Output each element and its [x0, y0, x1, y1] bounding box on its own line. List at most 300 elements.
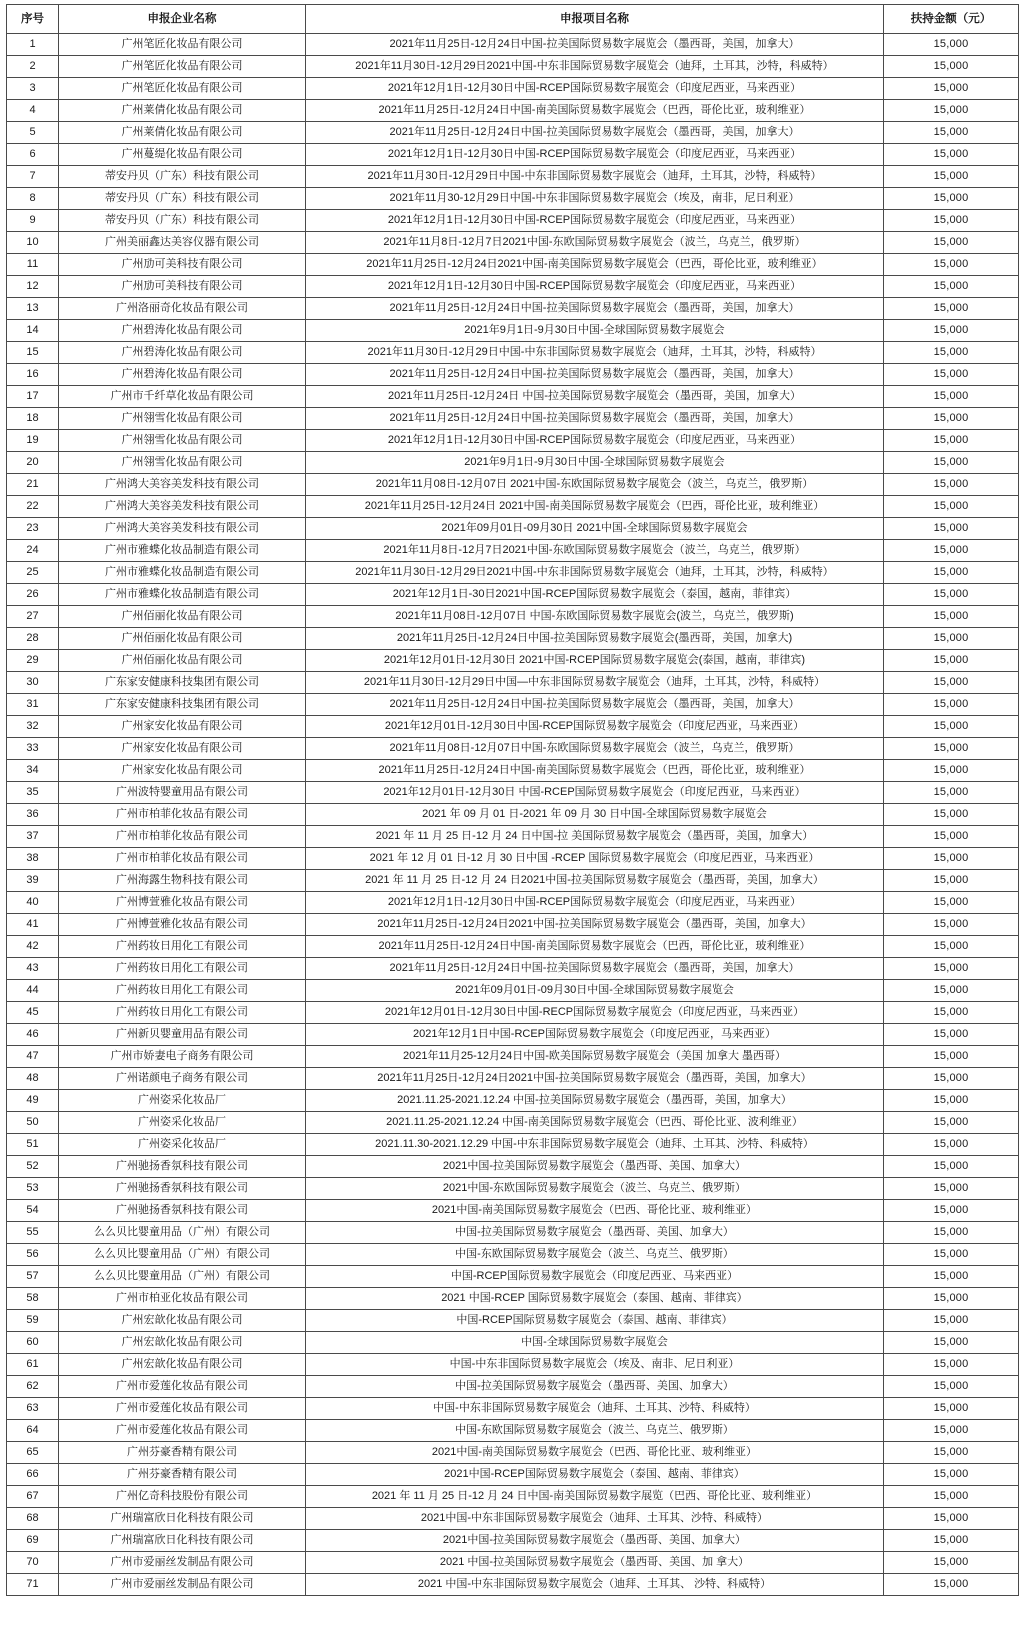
cell-company-name: 么么贝比婴童用品（广州）有限公司 — [59, 1244, 306, 1266]
table-row — [7, 1332, 1019, 1354]
cell-grant-amount: 15,000 — [884, 1090, 1019, 1112]
cell-company-name: 广州波特婴童用品有限公司 — [59, 782, 306, 804]
cell-project-name: 2021年11月25日-12月24日中国-拉美国际贸易数字展览会（墨西哥，美国，加拿大） — [306, 34, 884, 56]
cell-grant-amount: 15,000 — [884, 56, 1019, 78]
cell-grant-amount: 15,000 — [884, 386, 1019, 408]
cell-grant-amount: 15,000 — [884, 1574, 1019, 1596]
cell-index: 8 — [7, 188, 59, 210]
cell-index: 23 — [7, 518, 59, 540]
cell-project-name: 2021 年 11 月 25 日-12 月 24 日2021中国-拉美国际贸易数字展览会（墨西哥，美国，加拿大） — [306, 870, 884, 892]
cell-grant-amount: 15,000 — [884, 1134, 1019, 1156]
cell-project-name: 2021年11月25日-12月24日2021中国-拉美国际贸易数字展览会（墨西哥，美国，加拿大） — [306, 1068, 884, 1090]
cell-grant-amount: 15,000 — [884, 760, 1019, 782]
cell-company-name: 广州姿采化妆品厂 — [59, 1134, 306, 1156]
cell-project-name: 2021年11月25日-12月24日 2021中国-南美国际贸易数字展览会（巴西，哥伦比亚，玻利维亚） — [306, 496, 884, 518]
cell-grant-amount: 15,000 — [884, 518, 1019, 540]
cell-grant-amount: 15,000 — [884, 606, 1019, 628]
cell-index: 20 — [7, 452, 59, 474]
cell-company-name: 广州亿奇科技股份有限公司 — [59, 1486, 306, 1508]
cell-grant-amount: 15,000 — [884, 848, 1019, 870]
cell-grant-amount: 15,000 — [884, 1398, 1019, 1420]
table-row — [7, 1068, 1019, 1090]
cell-company-name: 广州市柏亚化妆品有限公司 — [59, 1288, 306, 1310]
cell-index: 63 — [7, 1398, 59, 1420]
cell-grant-amount: 15,000 — [884, 408, 1019, 430]
cell-grant-amount: 15,000 — [884, 210, 1019, 232]
cell-grant-amount: 15,000 — [884, 1156, 1019, 1178]
cell-company-name: 广州驰扬香氛科技有限公司 — [59, 1178, 306, 1200]
table-row — [7, 1222, 1019, 1244]
cell-project-name: 2021年09月01日-09月30日 2021中国-全球国际贸易数字展览会 — [306, 518, 884, 540]
cell-index: 7 — [7, 166, 59, 188]
table-row — [7, 232, 1019, 254]
cell-company-name: 广州鸿大美容美发科技有限公司 — [59, 496, 306, 518]
cell-company-name: 广州博萱雅化妆品有限公司 — [59, 892, 306, 914]
table-row — [7, 518, 1019, 540]
cell-company-name: 广州驰扬香氛科技有限公司 — [59, 1156, 306, 1178]
table-row — [7, 672, 1019, 694]
cell-project-name: 2021年11月25日-12月24日中国-拉美国际贸易数字展览会（墨西哥，美国，加拿大） — [306, 298, 884, 320]
cell-grant-amount: 15,000 — [884, 144, 1019, 166]
cell-grant-amount: 15,000 — [884, 496, 1019, 518]
table-row — [7, 826, 1019, 848]
table-row — [7, 1178, 1019, 1200]
table-row — [7, 210, 1019, 232]
cell-company-name: 广州笔匠化妆品有限公司 — [59, 34, 306, 56]
table-row — [7, 408, 1019, 430]
cell-index: 19 — [7, 430, 59, 452]
cell-index: 2 — [7, 56, 59, 78]
cell-project-name: 2021 中国-拉美国际贸易数字展览会（墨西哥、美国、加 拿大） — [306, 1552, 884, 1574]
table-row — [7, 848, 1019, 870]
cell-index: 5 — [7, 122, 59, 144]
cell-project-name: 2021年09月01日-09月30日中国-全球国际贸易数字展览会 — [306, 980, 884, 1002]
cell-company-name: 广州笔匠化妆品有限公司 — [59, 78, 306, 100]
cell-company-name: 广州新贝婴童用品有限公司 — [59, 1024, 306, 1046]
cell-company-name: 广州市爱莲化妆品有限公司 — [59, 1420, 306, 1442]
cell-project-name: 2021年11月25-12月24日中国-欧美国际贸易数字展览会（美国 加拿大 墨西哥） — [306, 1046, 884, 1068]
cell-project-name: 2021年11月30日-12月29日中国—中东非国际贸易数字展览会（迪拜，土耳其，沙特，科威特） — [306, 672, 884, 694]
table-row — [7, 562, 1019, 584]
cell-company-name: 广州美丽鑫达美容仪器有限公司 — [59, 232, 306, 254]
cell-index: 57 — [7, 1266, 59, 1288]
cell-project-name: 2021年11月08日-12月07日中国-东欧国际贸易数字展览会（波兰，乌克兰，俄罗斯） — [306, 738, 884, 760]
cell-index: 31 — [7, 694, 59, 716]
cell-index: 61 — [7, 1354, 59, 1376]
cell-company-name: 广州碧涛化妆品有限公司 — [59, 342, 306, 364]
cell-project-name: 中国-RCEP国际贸易数字展览会（印度尼西亚、马来西亚） — [306, 1266, 884, 1288]
cell-index: 21 — [7, 474, 59, 496]
cell-project-name: 2021年11月25日-12月24日中国-拉美国际贸易数字展览会(墨西哥，美国，加拿大) — [306, 628, 884, 650]
cell-project-name: 2021.11.25-2021.12.24 中国-南美国际贸易数字展览会（巴西、哥伦比亚、波利维亚） — [306, 1112, 884, 1134]
cell-project-name: 2021年11月25日-12月24日中国-南美国际贸易数字展览会（巴西，哥伦比亚，玻利维亚） — [306, 100, 884, 122]
table-header — [7, 5, 1019, 34]
cell-company-name: 么么贝比婴童用品（广州）有限公司 — [59, 1222, 306, 1244]
cell-project-name: 2021年11月25日-12月24日中国-南美国际贸易数字展览会（巴西，哥伦比亚，玻利维亚） — [306, 936, 884, 958]
cell-index: 65 — [7, 1442, 59, 1464]
cell-company-name: 广州驰扬香氛科技有限公司 — [59, 1200, 306, 1222]
cell-project-name: 中国-拉美国际贸易数字展览会（墨西哥、美国、加拿大） — [306, 1376, 884, 1398]
cell-grant-amount: 15,000 — [884, 100, 1019, 122]
table-row — [7, 1464, 1019, 1486]
cell-project-name: 2021年11月8日-12月7日2021中国-东欧国际贸易数字展览会（波兰，乌克兰，俄罗斯） — [306, 232, 884, 254]
cell-company-name: 么么贝比婴童用品（广州）有限公司 — [59, 1266, 306, 1288]
cell-index: 24 — [7, 540, 59, 562]
table-row — [7, 716, 1019, 738]
cell-company-name: 广州瑞富欣日化科技有限公司 — [59, 1508, 306, 1530]
cell-index: 46 — [7, 1024, 59, 1046]
table-row — [7, 1354, 1019, 1376]
cell-company-name: 蒂安丹贝（广东）科技有限公司 — [59, 210, 306, 232]
cell-index: 4 — [7, 100, 59, 122]
cell-company-name: 广州洛丽奇化妆品有限公司 — [59, 298, 306, 320]
cell-index: 49 — [7, 1090, 59, 1112]
table-row — [7, 1024, 1019, 1046]
cell-grant-amount: 15,000 — [884, 34, 1019, 56]
cell-project-name: 2021年12月01日-12月30日 2021中国-RCEP国际贸易数字展览会(泰国，越南，菲律宾) — [306, 650, 884, 672]
cell-company-name: 广州博萱雅化妆品有限公司 — [59, 914, 306, 936]
cell-project-name: 2021年11月25日-12月24日中国-拉美国际贸易数字展览会（墨西哥，美国，加拿大） — [306, 408, 884, 430]
cell-company-name: 广州瑞富欣日化科技有限公司 — [59, 1530, 306, 1552]
cell-company-name: 广州市爱莲化妆品有限公司 — [59, 1376, 306, 1398]
cell-company-name: 广州市雅蝶化妆品制造有限公司 — [59, 562, 306, 584]
cell-grant-amount: 15,000 — [884, 562, 1019, 584]
cell-grant-amount: 15,000 — [884, 78, 1019, 100]
cell-grant-amount: 15,000 — [884, 474, 1019, 496]
table-row — [7, 1002, 1019, 1024]
cell-index: 44 — [7, 980, 59, 1002]
cell-grant-amount: 15,000 — [884, 1112, 1019, 1134]
cell-project-name: 2021年11月30日-12月29日2021中国-中东非国际贸易数字展览会（迪拜，土耳其，沙特，科威特） — [306, 562, 884, 584]
table-row — [7, 34, 1019, 56]
cell-company-name: 广东家安健康科技集团有限公司 — [59, 694, 306, 716]
table-row — [7, 1266, 1019, 1288]
cell-project-name: 2021年11月30日-12月29日中国-中东非国际贸易数字展览会（迪拜，土耳其，沙特，科威特） — [306, 342, 884, 364]
cell-project-name: 2021中国-南美国际贸易数字展览会（巴西、哥伦比亚、玻利维亚） — [306, 1200, 884, 1222]
cell-index: 68 — [7, 1508, 59, 1530]
cell-project-name: 2021 年 11 月 25 日-12 月 24 日中国-拉 美国际贸易数字展览会（墨西哥，美国，加拿大） — [306, 826, 884, 848]
cell-index: 14 — [7, 320, 59, 342]
table-body — [7, 34, 1019, 1596]
cell-grant-amount: 15,000 — [884, 298, 1019, 320]
cell-index: 28 — [7, 628, 59, 650]
cell-project-name: 2021年9月1日-9月30日中国-全球国际贸易数字展览会 — [306, 320, 884, 342]
cell-index: 27 — [7, 606, 59, 628]
cell-grant-amount: 15,000 — [884, 364, 1019, 386]
cell-company-name: 广州莱倩化妆品有限公司 — [59, 100, 306, 122]
cell-project-name: 2021.11.25-2021.12.24 中国-拉美国际贸易数字展览会（墨西哥，美国，加拿大） — [306, 1090, 884, 1112]
cell-project-name: 2021年12月1日-12月30日中国-RCEP国际贸易数字展览会（印度尼西亚，马来西亚） — [306, 78, 884, 100]
table-row — [7, 1244, 1019, 1266]
cell-project-name: 2021年12月1日-30日2021中国-RCEP国际贸易数字展览会（泰国，越南，菲律宾） — [306, 584, 884, 606]
cell-grant-amount: 15,000 — [884, 1178, 1019, 1200]
cell-project-name: 2021年11月08日-12月07日 中国-东欧国际贸易数字展览会(波兰，乌克兰，俄罗斯) — [306, 606, 884, 628]
cell-grant-amount: 15,000 — [884, 1530, 1019, 1552]
cell-company-name: 广州劢可美科技有限公司 — [59, 276, 306, 298]
cell-company-name: 广州芬豪香精有限公司 — [59, 1464, 306, 1486]
cell-grant-amount: 15,000 — [884, 738, 1019, 760]
table-row — [7, 188, 1019, 210]
cell-grant-amount: 15,000 — [884, 716, 1019, 738]
cell-index: 1 — [7, 34, 59, 56]
cell-grant-amount: 15,000 — [884, 1332, 1019, 1354]
cell-index: 58 — [7, 1288, 59, 1310]
table-row — [7, 1420, 1019, 1442]
cell-index: 22 — [7, 496, 59, 518]
cell-grant-amount: 15,000 — [884, 342, 1019, 364]
cell-project-name: 2021中国-拉美国际贸易数字展览会（墨西哥、美国、加拿大） — [306, 1156, 884, 1178]
cell-project-name: 2021年11月25日-12月24日中国-拉美国际贸易数字展览会（墨西哥，美国，加拿大） — [306, 122, 884, 144]
cell-company-name: 广州药妆日用化工有限公司 — [59, 980, 306, 1002]
table-row — [7, 320, 1019, 342]
table-row — [7, 496, 1019, 518]
cell-grant-amount: 15,000 — [884, 980, 1019, 1002]
cell-project-name: 2021年11月30日-12月29日中国-中东非国际贸易数字展览会（迪拜，土耳其，沙特，科威特） — [306, 166, 884, 188]
cell-company-name: 广州翎雪化妆品有限公司 — [59, 408, 306, 430]
table-row — [7, 782, 1019, 804]
table-row — [7, 958, 1019, 980]
cell-index: 11 — [7, 254, 59, 276]
table-row — [7, 1442, 1019, 1464]
cell-project-name: 中国-东欧国际贸易数字展览会（波兰、乌克兰、俄罗斯） — [306, 1420, 884, 1442]
cell-project-name: 2021 年 12 月 01 日-12 月 30 日中国 -RCEP 国际贸易数字展览会（印度尼西亚，马来西亚） — [306, 848, 884, 870]
cell-project-name: 2021年12月1日-12月30日中国-RCEP国际贸易数字展览会（印度尼西亚，马来西亚） — [306, 144, 884, 166]
cell-company-name: 广州宏歆化妆品有限公司 — [59, 1310, 306, 1332]
table-row — [7, 298, 1019, 320]
cell-company-name: 广州市雅蝶化妆品制造有限公司 — [59, 540, 306, 562]
cell-grant-amount: 15,000 — [884, 1420, 1019, 1442]
cell-company-name: 广州佰丽化妆品有限公司 — [59, 606, 306, 628]
cell-index: 6 — [7, 144, 59, 166]
cell-project-name: 2021年11月8日-12月7日2021中国-东欧国际贸易数字展览会（波兰，乌克兰，俄罗斯） — [306, 540, 884, 562]
cell-index: 52 — [7, 1156, 59, 1178]
cell-grant-amount: 15,000 — [884, 188, 1019, 210]
cell-project-name: 中国-RCEP国际贸易数字展览会（泰国、越南、菲律宾） — [306, 1310, 884, 1332]
table-row — [7, 694, 1019, 716]
cell-project-name: 2021 中国-RCEP 国际贸易数字展览会（泰国、越南、菲律宾） — [306, 1288, 884, 1310]
cell-project-name: 中国-中东非国际贸易数字展览会（迪拜、土耳其、沙特、科威特） — [306, 1398, 884, 1420]
cell-index: 45 — [7, 1002, 59, 1024]
cell-company-name: 广州姿采化妆品厂 — [59, 1112, 306, 1134]
cell-index: 54 — [7, 1200, 59, 1222]
cell-grant-amount: 15,000 — [884, 1244, 1019, 1266]
cell-grant-amount: 15,000 — [884, 1024, 1019, 1046]
cell-index: 41 — [7, 914, 59, 936]
cell-company-name: 广州市爱丽丝发制品有限公司 — [59, 1552, 306, 1574]
cell-project-name: 2021年12月1日-12月30日中国-RCEP国际贸易数字展览会（印度尼西亚，马来西亚） — [306, 210, 884, 232]
cell-index: 55 — [7, 1222, 59, 1244]
cell-company-name: 广州诺颜电子商务有限公司 — [59, 1068, 306, 1090]
cell-index: 38 — [7, 848, 59, 870]
cell-project-name: 2021年11月30-12月29日中国-中东非国际贸易数字展览会（埃及，南非，尼日利亚） — [306, 188, 884, 210]
table-row — [7, 760, 1019, 782]
table-row — [7, 364, 1019, 386]
table-row — [7, 914, 1019, 936]
cell-index: 3 — [7, 78, 59, 100]
cell-project-name: 2021 年 11 月 25 日-12 月 24 日中国-南美国际贸易数字展览（巴西、哥伦比亚、玻利维亚） — [306, 1486, 884, 1508]
cell-index: 64 — [7, 1420, 59, 1442]
cell-company-name: 广州莱倩化妆品有限公司 — [59, 122, 306, 144]
table-row — [7, 1530, 1019, 1552]
table-row — [7, 56, 1019, 78]
cell-grant-amount: 15,000 — [884, 804, 1019, 826]
cell-company-name: 广州宏歆化妆品有限公司 — [59, 1332, 306, 1354]
cell-project-name: 2021年11月25日-12月24日中国-南美国际贸易数字展览会（巴西，哥伦比亚，玻利维亚） — [306, 760, 884, 782]
cell-index: 47 — [7, 1046, 59, 1068]
table-row — [7, 892, 1019, 914]
table-row — [7, 144, 1019, 166]
cell-grant-amount: 15,000 — [884, 320, 1019, 342]
table-row — [7, 1090, 1019, 1112]
cell-project-name: 2021年11月25日-12月24日中国-拉美国际贸易数字展览会（墨西哥，美国，加拿大） — [306, 364, 884, 386]
cell-index: 51 — [7, 1134, 59, 1156]
cell-grant-amount: 15,000 — [884, 1354, 1019, 1376]
cell-index: 35 — [7, 782, 59, 804]
cell-index: 12 — [7, 276, 59, 298]
table-row — [7, 100, 1019, 122]
column-header-company: 申报企业名称 — [59, 5, 306, 34]
cell-company-name: 广州药妆日用化工有限公司 — [59, 1002, 306, 1024]
table-row — [7, 1376, 1019, 1398]
cell-company-name: 广州市柏菲化妆品有限公司 — [59, 848, 306, 870]
column-header-amount: 扶持金额（元） — [884, 5, 1019, 34]
cell-grant-amount: 15,000 — [884, 1464, 1019, 1486]
table-row — [7, 276, 1019, 298]
cell-company-name: 广州笔匠化妆品有限公司 — [59, 56, 306, 78]
cell-project-name: 2021年11月25日-12月24日2021中国-拉美国际贸易数字展览会（墨西哥，美国，加拿大） — [306, 914, 884, 936]
cell-company-name: 广州海露生物科技有限公司 — [59, 870, 306, 892]
cell-project-name: 2021年11月30日-12月29日2021中国-中东非国际贸易数字展览会（迪拜，土耳其，沙特，科威特） — [306, 56, 884, 78]
cell-company-name: 广州市柏菲化妆品有限公司 — [59, 804, 306, 826]
cell-index: 66 — [7, 1464, 59, 1486]
cell-grant-amount: 15,000 — [884, 1508, 1019, 1530]
cell-project-name: 中国-中东非国际贸易数字展览会（埃及、南非、尼日利亚） — [306, 1354, 884, 1376]
cell-company-name: 广州碧涛化妆品有限公司 — [59, 320, 306, 342]
column-header-index: 序号 — [7, 5, 59, 34]
table-row — [7, 1486, 1019, 1508]
cell-index: 34 — [7, 760, 59, 782]
cell-project-name: 2021中国-RCEP国际贸易数字展览会（泰国、越南、菲律宾） — [306, 1464, 884, 1486]
cell-project-name: 2021 中国-中东非国际贸易数字展览会（迪拜、土耳其、 沙特、科威特） — [306, 1574, 884, 1596]
cell-grant-amount: 15,000 — [884, 870, 1019, 892]
table-row — [7, 1398, 1019, 1420]
cell-index: 37 — [7, 826, 59, 848]
cell-grant-amount: 15,000 — [884, 540, 1019, 562]
cell-project-name: 2021中国-东欧国际贸易数字展览会（波兰、乌克兰、俄罗斯） — [306, 1178, 884, 1200]
cell-company-name: 广东家安健康科技集团有限公司 — [59, 672, 306, 694]
cell-grant-amount: 15,000 — [884, 1310, 1019, 1332]
cell-grant-amount: 15,000 — [884, 452, 1019, 474]
cell-project-name: 2021年12月1日中国-RCEP国际贸易数字展览会（印度尼西亚，马来西亚） — [306, 1024, 884, 1046]
cell-grant-amount: 15,000 — [884, 1068, 1019, 1090]
cell-grant-amount: 15,000 — [884, 1552, 1019, 1574]
cell-project-name: 2021年12月01日-12月30日 中国-RCEP国际贸易数字展览会（印度尼西亚，马来西亚） — [306, 782, 884, 804]
cell-index: 36 — [7, 804, 59, 826]
table-row — [7, 628, 1019, 650]
table-row — [7, 1508, 1019, 1530]
cell-index: 42 — [7, 936, 59, 958]
cell-company-name: 广州家安化妆品有限公司 — [59, 760, 306, 782]
cell-grant-amount: 15,000 — [884, 254, 1019, 276]
cell-company-name: 广州蔓缇化妆品有限公司 — [59, 144, 306, 166]
table-row — [7, 1574, 1019, 1596]
cell-project-name: 2021年11月25日-12月24日 中国-拉美国际贸易数字展览会（墨西哥，美国，加拿大） — [306, 386, 884, 408]
cell-project-name: 2021中国-拉美国际贸易数字展览会（墨西哥、美国、加拿大） — [306, 1530, 884, 1552]
cell-project-name: 2021年9月1日-9月30日中国-全球国际贸易数字展览会 — [306, 452, 884, 474]
table-row — [7, 738, 1019, 760]
cell-index: 48 — [7, 1068, 59, 1090]
cell-grant-amount: 15,000 — [884, 1200, 1019, 1222]
table-row — [7, 1288, 1019, 1310]
cell-company-name: 广州市爱莲化妆品有限公司 — [59, 1398, 306, 1420]
cell-index: 60 — [7, 1332, 59, 1354]
cell-grant-amount: 15,000 — [884, 650, 1019, 672]
table-row — [7, 1156, 1019, 1178]
cell-project-name: 2021中国-中东非国际贸易数字展览会（迪拜、土耳其、沙特、科威特） — [306, 1508, 884, 1530]
cell-index: 62 — [7, 1376, 59, 1398]
table-row — [7, 474, 1019, 496]
cell-grant-amount: 15,000 — [884, 914, 1019, 936]
cell-index: 56 — [7, 1244, 59, 1266]
cell-index: 33 — [7, 738, 59, 760]
cell-company-name: 广州佰丽化妆品有限公司 — [59, 628, 306, 650]
cell-grant-amount: 15,000 — [884, 232, 1019, 254]
cell-company-name: 广州芬豪香精有限公司 — [59, 1442, 306, 1464]
cell-company-name: 广州佰丽化妆品有限公司 — [59, 650, 306, 672]
cell-index: 59 — [7, 1310, 59, 1332]
cell-company-name: 广州家安化妆品有限公司 — [59, 738, 306, 760]
cell-company-name: 广州市千纤草化妆品有限公司 — [59, 386, 306, 408]
cell-project-name: 中国-东欧国际贸易数字展览会（波兰、乌克兰、俄罗斯） — [306, 1244, 884, 1266]
cell-index: 29 — [7, 650, 59, 672]
cell-grant-amount: 15,000 — [884, 672, 1019, 694]
table-row — [7, 254, 1019, 276]
cell-company-name: 广州家安化妆品有限公司 — [59, 716, 306, 738]
cell-project-name: 2021 年 09 月 01 日-2021 年 09 月 30 日中国-全球国际贸易数字展览会 — [306, 804, 884, 826]
table-row — [7, 584, 1019, 606]
cell-project-name: 2021年12月1日-12月30日中国-RCEP国际贸易数字展览会（印度尼西亚，马来西亚） — [306, 892, 884, 914]
cell-grant-amount: 15,000 — [884, 1288, 1019, 1310]
table-row — [7, 870, 1019, 892]
cell-project-name: 2021年11月25日-12月24日中国-拉美国际贸易数字展览会（墨西哥，美国，加拿大） — [306, 694, 884, 716]
cell-index: 13 — [7, 298, 59, 320]
cell-company-name: 广州市爱丽丝发制品有限公司 — [59, 1574, 306, 1596]
cell-index: 30 — [7, 672, 59, 694]
cell-company-name: 广州翎雪化妆品有限公司 — [59, 430, 306, 452]
table-row — [7, 1552, 1019, 1574]
cell-project-name: 2021年12月01日-12月30日中国-RCEP国际贸易数字展览会（印度尼西亚，马来西亚） — [306, 716, 884, 738]
cell-company-name: 广州劢可美科技有限公司 — [59, 254, 306, 276]
cell-index: 39 — [7, 870, 59, 892]
cell-index: 26 — [7, 584, 59, 606]
table-row — [7, 78, 1019, 100]
cell-company-name: 广州市雅蝶化妆品制造有限公司 — [59, 584, 306, 606]
cell-grant-amount: 15,000 — [884, 958, 1019, 980]
cell-index: 32 — [7, 716, 59, 738]
cell-grant-amount: 15,000 — [884, 430, 1019, 452]
cell-index: 25 — [7, 562, 59, 584]
cell-index: 17 — [7, 386, 59, 408]
table-row — [7, 804, 1019, 826]
cell-grant-amount: 15,000 — [884, 584, 1019, 606]
cell-company-name: 广州药妆日用化工有限公司 — [59, 958, 306, 980]
table-row — [7, 430, 1019, 452]
cell-grant-amount: 15,000 — [884, 892, 1019, 914]
cell-index: 16 — [7, 364, 59, 386]
cell-index: 9 — [7, 210, 59, 232]
cell-index: 67 — [7, 1486, 59, 1508]
table-row — [7, 936, 1019, 958]
